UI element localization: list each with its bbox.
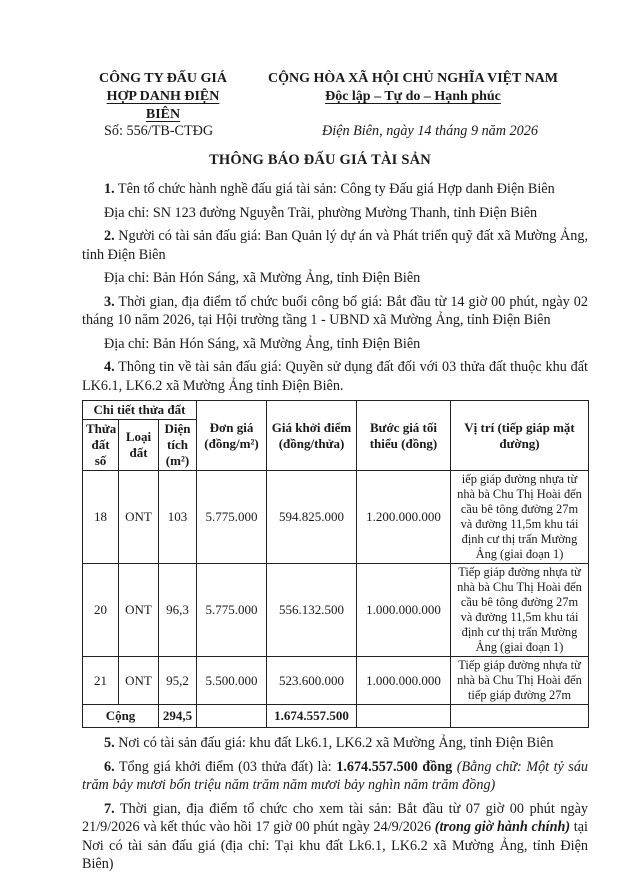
national-header: [262, 70, 564, 106]
total-empty: [451, 705, 589, 728]
cell-min-step: 1.000.000.000: [357, 657, 451, 705]
total-area: 294,5: [159, 705, 197, 728]
cell-location: Tiếp giáp đường nhựa từ nhà bà Chu Thị Hoài đến tiếp giáp đường 27m: [451, 657, 589, 705]
place-and-date: Điện Biên, ngày 14 tháng 9 năm 2026: [322, 123, 538, 139]
cell-plot: 21: [83, 657, 119, 705]
national-motto: Độc lập – Tự do – Hạnh phúc: [325, 89, 501, 104]
cell-start-price: 556.132.500: [267, 564, 357, 657]
table-group-header: Chi tiết thửa đất: [83, 401, 197, 420]
cell-type: ONT: [119, 471, 159, 564]
table-row: [83, 564, 589, 657]
table-header-plot: Thửa đất số: [83, 420, 119, 471]
national-title: CỘNG HÒA XÃ HỘI CHỦ NGHĨA VIỆT NAM: [267, 71, 558, 86]
cell-type: ONT: [119, 564, 159, 657]
section-5: 5. Nơi có tài sản đấu giá: khu đất Lk6.1, LK6.2 xã Mường Ảng, tỉnh Điện Biên: [104, 735, 554, 751]
cell-type: ONT: [119, 657, 159, 705]
table-header-start-price: Giá khởi điểm (đồng/thửa): [267, 401, 357, 471]
table-header-unit-price: Đơn giá (đồng/m²): [197, 401, 267, 471]
table-total-row: [83, 705, 589, 728]
section-3: 3. Thời gian, địa điểm tổ chức buổi công bố giá: Bắt đầu từ 14 giờ 00 phút, ngày 02 tháng 10 năm 2026, tại Hội trường tầng 1 - UBND xã Mường Ảng, tỉnh Điện Biên: [82, 293, 588, 328]
total-label: Cộng: [83, 705, 159, 728]
organization-name-line2: HỢP DANH ĐIỆN BIÊN: [106, 89, 220, 122]
cell-unit-price: 5.775.000: [197, 471, 267, 564]
cell-start-price: 523.600.000: [267, 657, 357, 705]
total-empty: [197, 705, 267, 728]
document-title: THÔNG BÁO ĐẤU GIÁ TÀI SẢN: [209, 152, 431, 168]
cell-plot: 18: [83, 471, 119, 564]
cell-min-step: 1.200.000.000: [357, 471, 451, 564]
total-start-price: 1.674.557.500 đồng: [336, 758, 453, 775]
organization-name-line1: CÔNG TY ĐẤU GIÁ: [99, 71, 227, 86]
amount-in-words: (Bằng chữ: Một tỷ sáu trăm bảy mươi bốn triệu năm trăm năm mươi bảy nghìn năm trăm đồng): [82, 758, 589, 793]
cell-location: iếp giáp đường nhựa từ nhà bà Chu Thị Hoài đến cầu bê tông đường 27m và đường 11,5m khu tái định cư thị trấn Mường Ảng (giai đoạn 1): [451, 471, 589, 564]
organization-header: [88, 70, 238, 124]
document-number: Số: 556/TB-CTĐG: [104, 123, 214, 139]
section-1-address: Địa chỉ: SN 123 đường Nguyễn Trãi, phường Mường Thanh, tỉnh Điện Biên: [104, 204, 538, 221]
table-header-type: Loại đất: [119, 420, 159, 471]
section-3-address: Địa chỉ: Bản Hón Sáng, xã Mường Ảng, tỉnh Điện Biên: [104, 335, 421, 352]
section-4: 4. Thông tin về tài sản đấu giá: Quyền sử dụng đất đối với 03 thửa đất thuộc khu đất LK6.1, LK6.2 xã Mường Ảng tỉnh Điện Biên.: [82, 359, 588, 394]
section-2-address: Địa chỉ: Bản Hón Sáng, xã Mường Ảng, tỉnh Điện Biên: [104, 270, 421, 286]
cell-unit-price: 5.500.000: [197, 657, 267, 705]
cell-min-step: 1.000.000.000: [357, 564, 451, 657]
table-header-area: Diện tích (m²): [159, 420, 197, 471]
total-empty: [357, 705, 451, 728]
table-row: [83, 471, 589, 564]
table-header-min-step: Bước giá tối thiểu (đồng): [357, 401, 451, 471]
section-7: 7. Thời gian, địa điểm tổ chức cho xem tài sản: Bắt đầu từ 07 giờ 00 phút ngày 21/9/2026 và kết thúc vào hồi 17 giờ 00 phút ngày 24/9/2026 (trong giờ hành chính) tại Nơi có tài sản đấu giá (địa chỉ: Tại khu đất Lk6.1, LK6.2 xã Mường Ảng, tỉnh Điện Biên): [82, 800, 588, 872]
cell-area: 96,3: [159, 564, 197, 657]
cell-plot: 20: [83, 564, 119, 657]
section-2: 2. Người có tài sản đấu giá: Ban Quản lý dự án và Phát triển quỹ đất xã Mường Ảng, tỉnh Điện Biên: [82, 228, 588, 263]
section-1: 1. Tên tổ chức hành nghề đấu giá tài sản: Công ty Đấu giá Hợp danh Điện Biên: [104, 181, 555, 197]
table-header-location: Vị trí (tiếp giáp mặt đường): [451, 401, 589, 471]
document-body: [82, 180, 588, 879]
total-price: 1.674.557.500: [267, 705, 357, 728]
table-row: [83, 657, 589, 705]
office-hours-note: (trong giờ hành chính): [434, 819, 571, 835]
cell-area: 95,2: [159, 657, 197, 705]
cell-unit-price: 5.775.000: [197, 564, 267, 657]
cell-area: 103: [159, 471, 197, 564]
asset-table: [82, 400, 589, 728]
cell-start-price: 594.825.000: [267, 471, 357, 564]
cell-location: Tiếp giáp đường nhựa từ nhà bà Chu Thị Hoài đến cầu bê tông đường 27m và đường 11,5m khu tái định cư thị trấn Mường Ảng (giai đoạn 1): [451, 564, 589, 657]
section-6: 6. Tổng giá khởi điểm (03 thửa đất) là: 1.674.557.500 đồng (Bằng chữ: Một tỷ sáu trăm bảy mươi bốn triệu năm trăm năm mươi bảy nghìn năm trăm đồng): [82, 758, 589, 793]
